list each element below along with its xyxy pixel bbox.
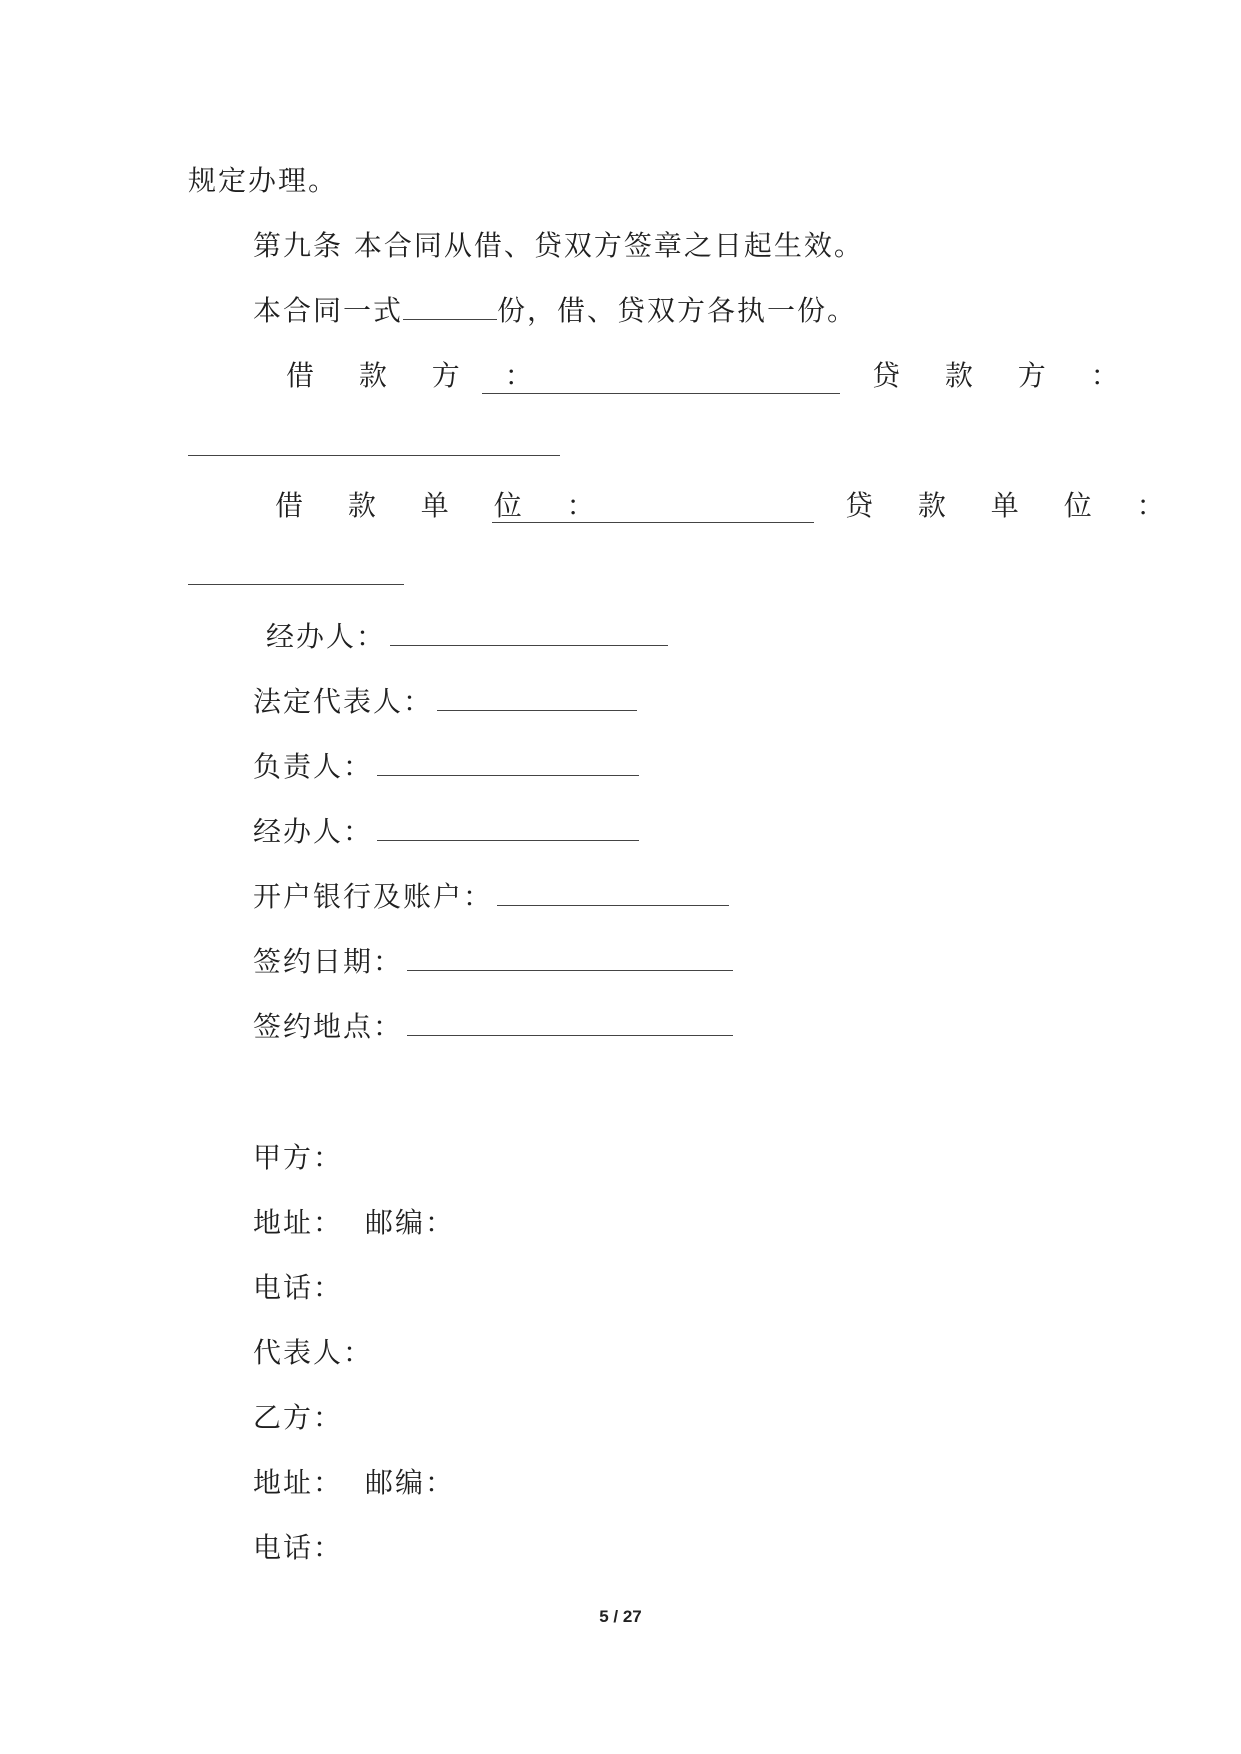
- party-a-address-label: 地址：: [253, 1206, 344, 1239]
- lender-unit-label: 贷 款 单 位 ：: [845, 489, 1183, 522]
- legal-rep-line: [253, 684, 637, 720]
- copies-prefix: 本合同一式: [253, 294, 404, 327]
- lender-unit-label-wrap: [845, 488, 1183, 524]
- sign-place-label: 签约地点：: [253, 1010, 404, 1043]
- handler2-label: 经办人：: [253, 815, 374, 848]
- legal-rep-label: 法定代表人：: [253, 685, 434, 718]
- handler1-blank[interactable]: [390, 619, 668, 646]
- sign-date-label: 签约日期：: [253, 945, 404, 978]
- party-a-phone-label: 电话：: [253, 1271, 344, 1304]
- sign-date-blank[interactable]: [407, 944, 733, 971]
- sign-date-line: [253, 944, 733, 980]
- party-b-postcode-label: 邮编：: [365, 1466, 456, 1499]
- party-b-phone-label: 电话：: [253, 1531, 344, 1564]
- line-continuation: 规定办理。: [188, 164, 339, 197]
- responsible-line: [253, 749, 639, 785]
- handler2-blank[interactable]: [377, 814, 639, 841]
- party-a-rep-label: 代表人：: [253, 1336, 374, 1369]
- party-a-postcode-label: 邮编：: [365, 1206, 456, 1239]
- page-number: 5 / 27: [599, 1607, 642, 1626]
- bank-account-line: [253, 879, 729, 915]
- bank-account-blank[interactable]: [497, 879, 729, 906]
- responsible-label: 负责人：: [253, 750, 374, 783]
- party-a-address-line: [253, 1205, 455, 1241]
- party-a-label: 甲方：: [253, 1141, 344, 1174]
- borrower-unit-line: [275, 488, 613, 524]
- copies-count-blank[interactable]: [403, 293, 497, 320]
- lender-label: 贷 款 方 ：: [872, 359, 1137, 392]
- article-9: 第九条 本合同从借、贷双方签章之日起生效。: [253, 229, 864, 262]
- borrower-line: [286, 358, 551, 394]
- responsible-blank[interactable]: [377, 749, 639, 776]
- lender-unit-blank[interactable]: [188, 583, 404, 585]
- legal-rep-blank[interactable]: [437, 684, 637, 711]
- lender-label-wrap: [872, 358, 1137, 394]
- party-b-address-line: [253, 1465, 455, 1501]
- handler2-line: [253, 814, 639, 850]
- party-b-label: 乙方：: [253, 1401, 344, 1434]
- borrower-blank[interactable]: [482, 392, 840, 394]
- bank-account-label: 开户银行及账户：: [253, 880, 494, 913]
- copies-line: [253, 293, 857, 329]
- borrower-unit-blank[interactable]: [492, 521, 814, 523]
- borrower-label: 借 款 方 ：: [286, 359, 551, 392]
- lender-blank[interactable]: [188, 454, 560, 456]
- handler1-line: [266, 619, 668, 655]
- party-b-address-label: 地址：: [253, 1466, 344, 1499]
- copies-suffix: 份，借、贷双方各执一份。: [497, 294, 858, 327]
- handler1-label: 经办人：: [266, 620, 387, 653]
- sign-place-line: [253, 1009, 733, 1045]
- sign-place-blank[interactable]: [407, 1009, 733, 1036]
- borrower-unit-label: 借 款 单 位 ：: [275, 489, 613, 522]
